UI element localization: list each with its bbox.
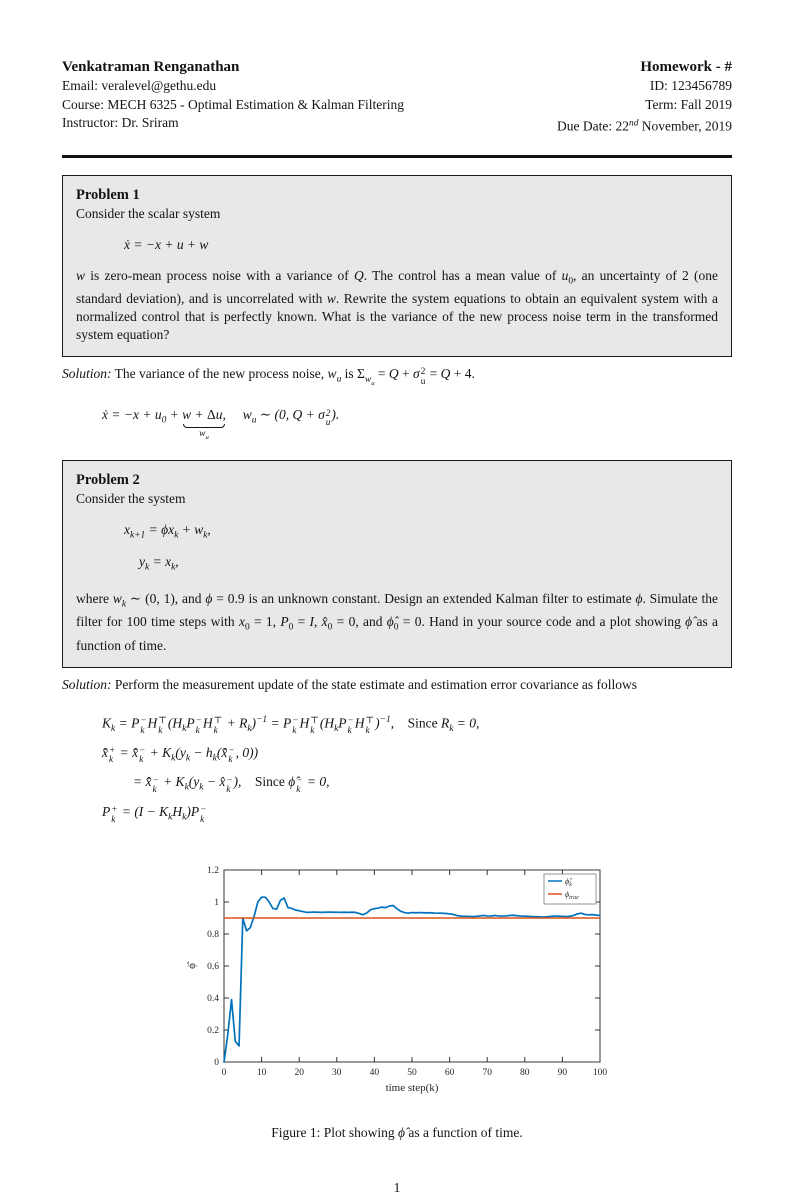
student-id: ID: 123456789 bbox=[649, 78, 732, 93]
svg-text:0.8: 0.8 bbox=[207, 929, 219, 940]
underbrace-expression: w + Δu, bbox=[182, 407, 226, 423]
svg-text:40: 40 bbox=[369, 1067, 380, 1078]
svg-text:0.6: 0.6 bbox=[207, 961, 219, 972]
underbrace-label: $w_u$ bbox=[199, 429, 209, 442]
course-line: Course: MECH 6325 - Optimal Estimation & Kalman Filtering bbox=[62, 96, 404, 112]
svg-text:50: 50 bbox=[407, 1067, 417, 1078]
svg-text:90: 90 bbox=[557, 1067, 568, 1078]
problem-2-body: where $w_k$ ∼ (0, 1), and ϕ = 0.9 is an unknown constant. Design an extended Kalman filter to estimate ϕ. Simulate the filter for 100 time steps with $x_0 = 1$, $P_0 = I$, $x̂_0 = 0$, and $\phî_0 = 0$. Hand in your source code and a plot showing ϕ̂ as a function of time. bbox=[76, 590, 719, 653]
solution-1-equation bbox=[102, 406, 732, 443]
problem-2-equation-1: $x_{k+1} = \phi x_k + w_k$, bbox=[124, 522, 211, 541]
solution-2-eq-2: x̄̂ + k = x̄̂ − k + $K_k(y_k$ − $h_k(x̄̂$ − k , 0)) bbox=[102, 744, 259, 765]
svg-text:0: 0 bbox=[221, 1067, 227, 1078]
svg-text:time step(k): time step(k) bbox=[385, 1081, 439, 1094]
svg-text:1.2: 1.2 bbox=[207, 865, 219, 876]
svg-text:0.2: 0.2 bbox=[207, 1025, 219, 1036]
svg-text:80: 80 bbox=[520, 1067, 530, 1078]
solution-2-eq-1: $K_k = P$ − k H ⊤ k ($H_kP$ − k H ⊤ k + $R_k)^{-1} = P$ − k H ⊤ k ($H_kP$ − k H ⊤ k )$^{-1}$, Since $R_k = 0$, bbox=[102, 714, 480, 735]
solution-2-eq-4: P + k = $(I - K_kH_k)P$ − k bbox=[102, 804, 207, 824]
svg-text:30: 30 bbox=[332, 1067, 342, 1078]
svg-text:ϕ̂k: $\phî_k$ bbox=[565, 876, 572, 888]
problem-2-box bbox=[62, 460, 732, 668]
problem-2-intro: Consider the system bbox=[76, 491, 186, 507]
solution-1-eq-pre: ẋ = $-x + u_0$ + bbox=[102, 407, 183, 427]
term-line: Term: Fall 2019 bbox=[645, 96, 732, 112]
due-date-line: Due Date: 22nd November, 2019 bbox=[557, 118, 732, 134]
header-right bbox=[557, 57, 732, 136]
svg-text:0: 0 bbox=[214, 1057, 219, 1068]
svg-text:ϕ̂: ϕ̂ bbox=[186, 962, 198, 969]
page-number: 1 bbox=[393, 1179, 401, 1195]
figure-1-caption: Figure 1: Plot showing ϕ̂ as a function of time. bbox=[271, 1124, 523, 1140]
underbrace-icon bbox=[183, 424, 224, 428]
svg-text:100: 100 bbox=[592, 1067, 608, 1078]
homework-title: Homework - # bbox=[640, 59, 732, 75]
problem-1-box bbox=[62, 175, 732, 358]
solution-1-eq-post: $w_u$ ∼ (0, Q + σ 2 u ). bbox=[225, 407, 340, 428]
header bbox=[62, 57, 732, 136]
phi-estimate-plot bbox=[182, 863, 612, 1097]
instructor-line: Instructor: Dr. Sriram bbox=[62, 115, 179, 130]
problem-1-equation: ẋ = −x + u + w bbox=[124, 236, 209, 252]
problem-1-body: w is zero-mean process noise with a variance of Q. The control has a mean value of $u_0$, an uncertainty of 2 (one standard deviation), and is uncorrelated with w. Rewrite the system equations to obtain an equivalent system with a normalized control that is perfectly known. What is the variance of the new process noise term in the transformed system equation? bbox=[76, 267, 718, 343]
header-rule bbox=[62, 155, 732, 158]
solution-2-eq-3: = x̄̂ − k + $K_k(y_k$ − x̂ − k ), Since ϕ̂ − k = 0, bbox=[133, 774, 330, 795]
author-email: Email: veralevel@gethu.edu bbox=[62, 78, 217, 93]
solution-1-text: Solution: The variance of the new process noise, $w_u$ is $\Sigma_{w_u} = Q + \sigma$ 2 u = Q + 4. bbox=[62, 366, 475, 387]
problem-2-title: Problem 2 bbox=[76, 472, 140, 489]
author-name: Venkatraman Renganathan bbox=[62, 59, 240, 75]
svg-text:60: 60 bbox=[444, 1067, 455, 1078]
problem-1-title: Problem 1 bbox=[76, 186, 140, 203]
svg-text:10: 10 bbox=[256, 1067, 267, 1078]
problem-1-intro: Consider the scalar system bbox=[76, 205, 221, 221]
svg-text:70: 70 bbox=[482, 1067, 492, 1078]
underbrace-group bbox=[182, 406, 226, 443]
header-left bbox=[62, 57, 404, 136]
svg-text:1: 1 bbox=[214, 897, 219, 908]
solution-2-equations bbox=[102, 708, 732, 830]
solution-2-text: Solution: Perform the measurement update of the state estimate and estimation error covariance as follows bbox=[62, 677, 638, 692]
figure-1 bbox=[62, 863, 732, 1142]
svg-text:ϕtrue: $\phi_{true}$ bbox=[565, 889, 579, 901]
problem-2-equation-2: $y_k = x_k$, bbox=[139, 553, 179, 573]
svg-text:20: 20 bbox=[294, 1067, 304, 1078]
svg-text:0.4: 0.4 bbox=[207, 993, 219, 1004]
